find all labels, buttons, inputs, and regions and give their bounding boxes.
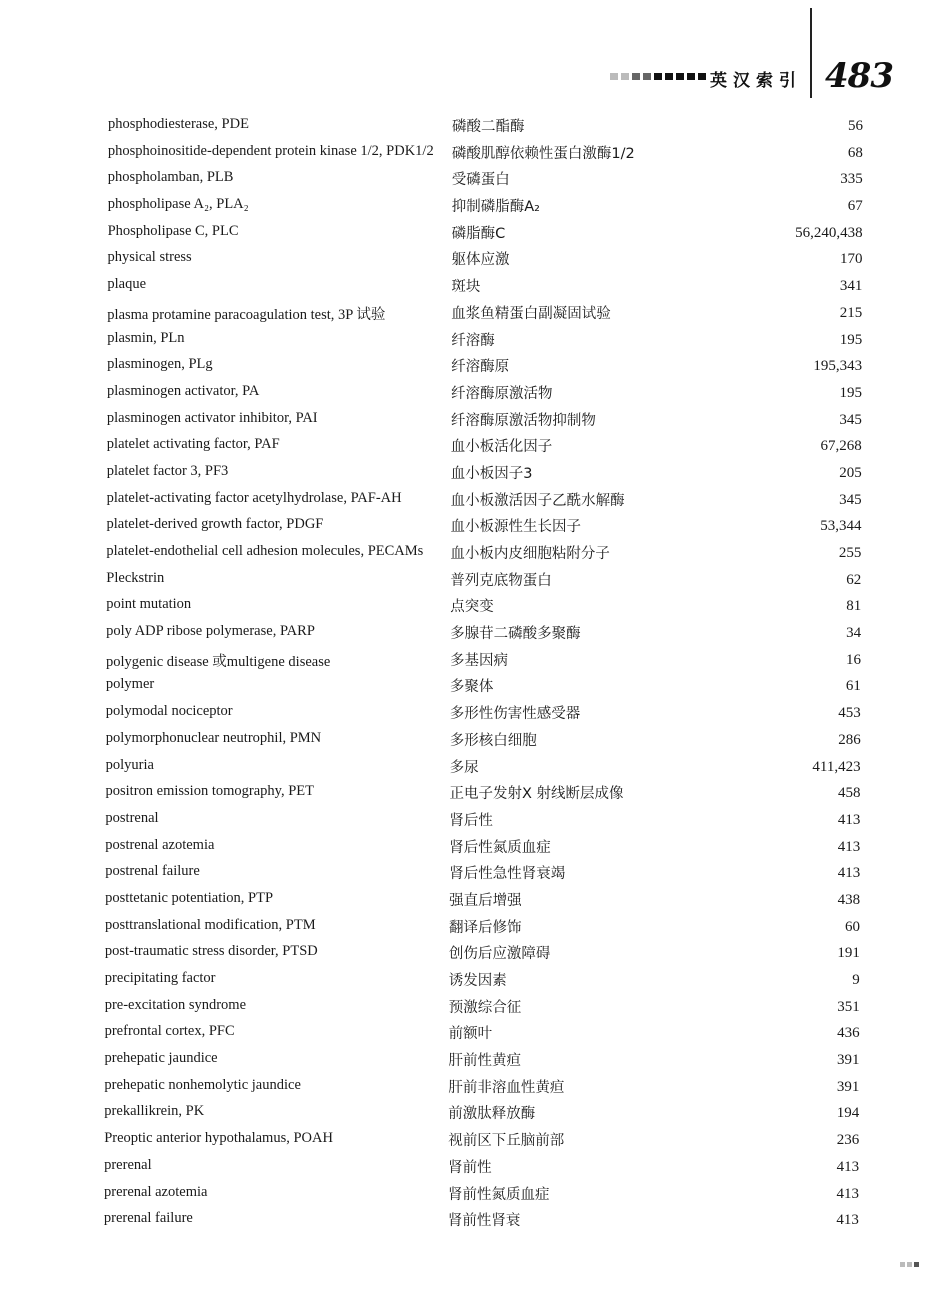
section-title: 英汉索引 [710,71,802,91]
chinese-term: 普列克底物蛋白 [450,572,552,589]
chinese-term: 磷酸肌醇依赖性蛋白激酶1/2 [451,145,635,162]
index-entry-row [0,486,949,513]
english-term: positron emission tomography, PET [105,783,314,800]
chinese-term: 肾前性氮质血症 [448,1186,550,1203]
english-term: Phospholipase C, PLC [107,222,239,239]
index-entry-row [0,1073,946,1100]
english-term: platelet-endothelial cell adhesion molecules, PECAMs [106,543,424,559]
english-term: prerenal failure [103,1210,193,1227]
index-entry-row [0,459,949,486]
chinese-term: 肾后性 [449,812,493,829]
english-term: platelet-activating factor acetylhydrolase, PAF-AH [106,489,402,506]
page-reference: 56,240,438 [795,224,863,241]
index-entry-row [0,1206,946,1233]
english-term: plaque [107,276,147,293]
english-term: pre-excitation syndrome [104,996,247,1013]
chinese-term: 肝前性黄疸 [448,1053,521,1070]
chinese-term: 血小板内皮细胞粘附分子 [450,546,610,562]
chinese-term: 纤溶酶原 [451,359,510,376]
page-reference: 341 [839,278,863,295]
english-term: prekallikrein, PK [104,1103,205,1120]
page-reference: 413 [837,811,861,828]
chinese-term: 肾前性 [448,1159,492,1176]
index-entry-row [0,139,950,166]
chinese-term: 抑制磷脂酶A₂ [451,199,540,216]
chinese-term: 纤溶酶原激活物 [451,385,553,402]
chinese-term: 前额叶 [448,1026,493,1043]
chinese-term: 创伤后应激障碍 [448,946,551,963]
chinese-term: 视前区下丘脑前部 [448,1133,565,1150]
english-term: polymodal nociceptor [105,703,233,720]
page-reference: 195 [839,384,862,401]
english-term: prehepatic jaundice [104,1050,218,1067]
page-reference: 205 [839,464,862,481]
page-reference: 413 [836,1212,859,1229]
page-reference: 68 [847,144,863,161]
english-term: posttetanic potentiation, PTP [105,889,274,906]
chinese-term: 血小板活化因子 [450,439,553,456]
chinese-term: 预激综合征 [448,999,522,1016]
index-entry-row [0,966,947,993]
english-term: polymer [105,676,155,693]
index-entry-row [0,779,948,806]
chinese-term: 诱发因素 [448,973,507,989]
chinese-term: 前激肽释放酶 [448,1106,536,1123]
chinese-term: 多形性伤害性感受器 [449,706,581,723]
page-reference: 195,343 [813,358,863,375]
english-term: polygenic disease 或multigene disease [106,653,331,670]
chinese-term: 躯体应激 [451,252,510,269]
index-entries [0,112,950,1233]
page-reference: 191 [837,945,860,962]
chinese-term: 受磷蛋白 [451,172,510,189]
chinese-term: 纤溶酶 [451,332,495,349]
index-entry-row [0,379,949,406]
chinese-term: 血小板源性生长因子 [450,519,581,536]
page-reference: 215 [839,304,863,321]
page-reference: 56 [848,118,863,134]
index-entry-row [0,993,947,1020]
index-entry-row [0,566,948,593]
english-term: plasminogen activator inhibitor, PAI [106,409,318,426]
index-entry-row [0,939,947,966]
page-reference: 67 [847,198,863,215]
index-entry-row [0,219,950,246]
page-reference: 413 [837,865,861,882]
chinese-term: 正电子发射X 射线断层成像 [449,786,624,803]
index-entry-row [0,646,948,673]
english-term: platelet-derived growth factor, PDGF [106,516,324,533]
english-term: point mutation [106,596,192,613]
page-reference: 62 [846,571,862,588]
chinese-term: 多形核白细胞 [449,732,537,749]
index-entry-row [0,192,950,219]
english-term: plasminogen, PLg [107,356,213,373]
index-entry-row [0,753,948,780]
index-entry-row [0,806,947,833]
index-entry-row [0,112,950,139]
index-entry-row [0,1019,947,1046]
chinese-term: 肾后性氮质血症 [449,839,551,856]
index-entry-row [0,326,949,353]
english-term: platelet factor 3, PF3 [106,462,229,479]
page-reference: 413 [836,1185,859,1202]
english-term: phosphodiesterase, PDE [108,116,249,132]
chinese-term: 肾后性急性肾衰竭 [449,866,566,883]
index-entry-row [0,1046,947,1073]
index-entry-row [0,245,950,272]
page-reference: 34 [846,625,862,642]
chinese-term: 点突变 [450,599,494,616]
index-entry-row [0,432,949,459]
page-reference: 335 [840,171,863,188]
page-reference: 413 [837,838,861,855]
english-term: prerenal azotemia [104,1183,208,1200]
chinese-term: 多腺苷二磷酸多聚酶 [450,626,581,643]
english-term: prehepatic nonhemolytic jaundice [104,1076,301,1093]
english-term: phospholamban, PLB [107,169,234,186]
index-entry-row [0,272,949,299]
index-entry-row [0,1126,946,1153]
english-term: prefrontal cortex, PFC [104,1023,235,1040]
page-reference: 81 [846,598,862,615]
index-entry-row [0,1099,946,1126]
chinese-term: 斑块 [451,279,481,296]
page-reference: 16 [846,651,861,668]
english-term: plasminogen activator, PA [107,382,260,399]
page-reference: 345 [839,411,862,428]
chinese-term: 翻译后修饰 [449,919,522,936]
chinese-term: 磷脂酶C [451,225,506,242]
english-term: postrenal failure [105,863,200,880]
index-entry-row [0,165,950,192]
chinese-term: 多聚体 [449,679,494,696]
index-entry-row [0,406,949,433]
chinese-term: 纤溶酶原激活物抑制物 [450,412,596,429]
english-term: Preoptic anterior hypothalamus, POAH [104,1130,333,1147]
english-term: Pleckstrin [106,569,165,586]
page-reference: 351 [837,998,860,1015]
index-entry-row [0,592,948,619]
header-decoration [610,73,706,80]
index-entry-row [0,1153,946,1180]
page-reference: 236 [836,1132,860,1149]
page-reference: 391 [836,1078,860,1095]
chinese-term: 血小板因子3 [450,465,533,482]
chinese-term: 多基因病 [450,652,508,669]
english-term: polyuria [105,756,154,773]
english-term: post-traumatic stress disorder, PTSD [104,943,318,960]
page-reference: 453 [838,705,861,722]
english-term: postrenal [105,809,159,826]
index-entry-row [0,539,948,566]
index-entry-row [0,886,947,913]
english-term: plasmin, PLn [107,329,185,346]
page-reference: 255 [838,545,862,561]
index-entry-row [0,512,949,539]
index-entry-row [0,833,947,860]
english-term: polymorphonuclear neutrophil, PMN [105,729,322,746]
page-reference: 60 [845,918,860,935]
page-reference: 413 [836,1158,860,1175]
chinese-term: 强直后增强 [449,892,522,909]
page-number: 483 [825,56,893,96]
english-term: poly ADP ribose polymerase, PARP [106,623,315,640]
english-term: platelet activating factor, PAF [106,436,280,453]
index-entry-row [0,859,947,886]
english-term: precipitating factor [104,970,216,986]
page-reference: 391 [837,1052,860,1069]
chinese-term: 肾前性肾衰 [447,1213,521,1230]
page-reference: 458 [838,785,861,802]
index-entry-row [0,672,948,699]
page-reference: 61 [845,678,861,695]
page-reference: 67,268 [820,438,862,455]
english-term: prerenal [104,1156,152,1173]
chinese-term: 血浆鱼精蛋白副凝固试验 [451,305,611,322]
index-entry-row [0,1180,946,1207]
english-term: posttranslational modification, PTM [105,916,316,933]
index-entry-row [0,726,948,753]
english-term: physical stress [107,249,192,266]
index-entry-row [0,352,949,379]
chinese-term: 多尿 [449,759,479,776]
index-entry-row [0,699,948,726]
page-reference: 170 [840,251,863,268]
index-entry-row [0,619,948,646]
english-term: phosphoinositide-dependent protein kinase 1/2, PDK1/2 [107,142,434,159]
chinese-term: 肝前非溶血性黄疸 [448,1079,565,1096]
page-reference: 411,423 [812,758,861,775]
page-reference: 9 [852,972,860,988]
page-reference: 194 [836,1105,860,1122]
page-header [610,56,900,102]
page-reference: 53,344 [820,518,862,535]
page-reference: 286 [838,731,861,748]
english-term: phospholipase A₂, PLA₂ [107,196,249,213]
english-term: plasma protamine paracoagulation test, 3P 试验 [107,306,386,323]
index-entry-row [0,299,949,326]
page-reference: 438 [837,891,861,908]
corner-mark [900,1262,919,1267]
english-term: postrenal azotemia [105,836,215,853]
chinese-term: 血小板激活因子乙酰水解酶 [450,492,625,509]
page-reference: 436 [837,1025,860,1042]
chinese-term: 磷酸二酯酶 [452,119,525,135]
index-entry-row [0,913,947,940]
page-reference: 195 [839,331,863,348]
page-reference: 345 [839,491,862,508]
